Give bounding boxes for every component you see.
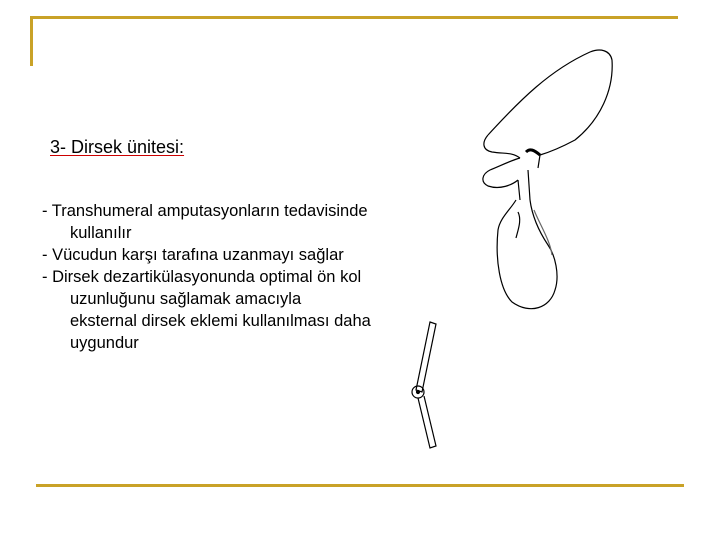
prosthesis-illustration (400, 40, 700, 460)
bullet-item-1: - Transhumeral amputasyonların tedavisinde kullanılır (42, 202, 368, 242)
bullet-item-2: - Vücudun karşı tarafına uzanmayı sağlar (42, 246, 344, 264)
bottom-decorative-line (36, 484, 684, 487)
left-decorative-line (30, 16, 33, 66)
top-decorative-line (30, 16, 678, 19)
prosthesis-drawing (483, 50, 612, 309)
slide-title: 3- Dirsek ünitesi: (50, 137, 185, 157)
bullet-item-3: - Dirsek dezartikülasyonunda optimal ön kol uzunluğunu sağlamak amacıyla eksternal dirsek eklemi kullanılması daha uygundur (42, 268, 371, 352)
bullet-list (42, 200, 372, 354)
elbow-joint-diagram (412, 322, 436, 448)
